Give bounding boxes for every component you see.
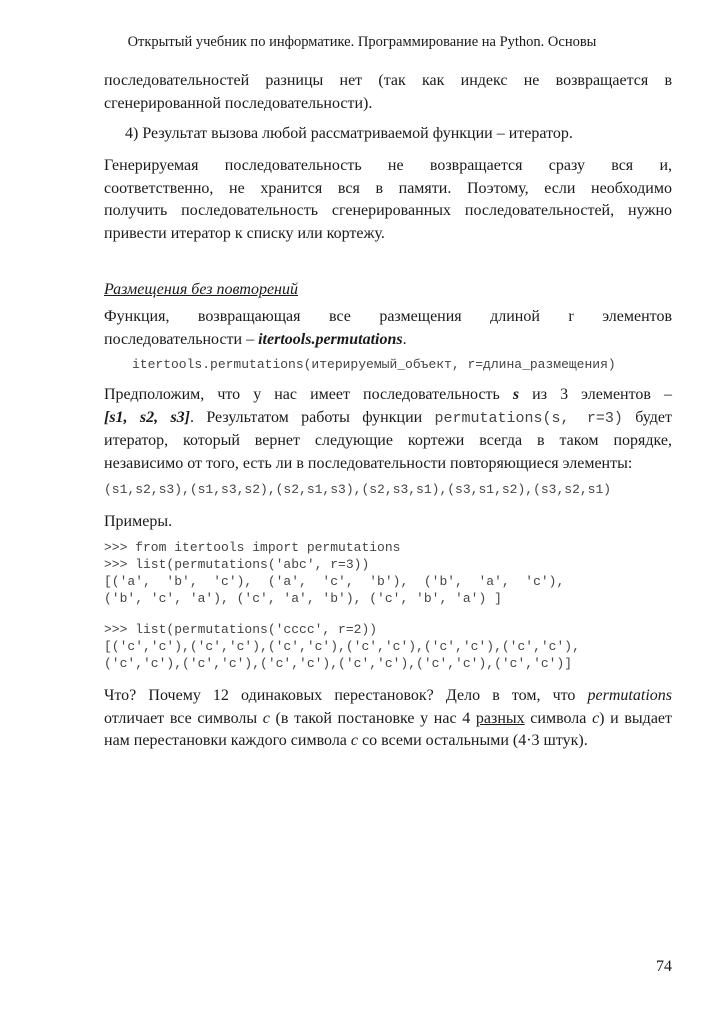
paragraph-line: привести итератор к списку или кортежу.: [104, 224, 385, 242]
sequence-name: s: [512, 386, 520, 403]
text: Предположим, что у нас имеет последовательность: [104, 386, 513, 403]
code-example-cccc: >>> list(permutations('cccc', r=2)) [('c','c'),('c','c'),('c','c'),('c','c'),('c','c'),('c','c'), ('c','c'),('c','c'),('c','c'),('c','c'),('c','c'),('c','c')]: [104, 622, 580, 671]
function-name: permutations: [587, 687, 672, 704]
text: символа: [524, 709, 593, 727]
paragraph-line: [104, 407, 672, 431]
sequence-elements: [s1, s2, s3]: [104, 408, 191, 426]
text: отличает все символы: [104, 709, 263, 727]
function-description-line: Функция, возвращающая все размещения длиной r элементов: [104, 308, 672, 325]
paragraph-line: получить последовательность сгенерированных последовательностей, нужно: [104, 202, 672, 219]
text: нам перестановки каждого символа: [104, 732, 351, 749]
paragraph-line: [104, 685, 672, 708]
tuples-list: (s1,s2,s3),(s1,s3,s2),(s2,s1,s3),(s2,s3,s1),(s3,s1,s2),(s3,s2,s1): [104, 482, 612, 497]
function-name: itertools.permutations: [258, 330, 403, 348]
text: из 3 элементов –: [519, 386, 673, 403]
paragraph-line: соответственно, не хранится вся в памяти. Поэтому, если необходимо: [104, 179, 672, 197]
code-example-abc: >>> from itertools import permutations >>> list(permutations('abc', r=3)) [('a', 'b', 'c'), ('a', 'c', 'b'), ('b', 'a', 'c'), ('b', 'c', 'a'), ('c', 'a', 'b'), ('c', 'b', 'a') ]: [104, 540, 565, 606]
text: (в такой постановке у нас 4: [269, 709, 476, 727]
section-heading: [104, 279, 672, 302]
intro-line: сгенерированной последовательности).: [104, 94, 373, 112]
paragraph-line: [104, 384, 672, 407]
function-description-line: [104, 329, 672, 352]
underlined-word: разных: [475, 709, 525, 727]
paragraph-line: итератор, который вернет следующие кортежи всегда в таком порядке,: [104, 432, 672, 449]
paragraph-line: Генерируемая последовательность не возвращается сразу вся и,: [104, 157, 672, 174]
symbol-c: c: [592, 709, 600, 727]
paragraph-line: [104, 708, 672, 731]
text: ) и выдает: [599, 709, 673, 727]
intro-paragraph: [104, 70, 672, 115]
function-signature: itertools.permutations(итерируемый_объект, r=длина_размещения): [132, 357, 616, 372]
list-item-4: 4) Результат вызова любой рассматриваемой функции – итератор.: [125, 125, 573, 142]
examples-label: Примеры.: [104, 513, 173, 530]
symbol-c: c: [350, 732, 359, 749]
text: будет: [622, 408, 672, 426]
description-text: .: [402, 330, 407, 348]
why-paragraph: [104, 685, 672, 753]
paragraph-line: [104, 730, 672, 753]
running-header: Открытый учебник по информатике. Программирование на Python. Основы: [127, 34, 597, 50]
text: . Результатом работы функции: [190, 408, 435, 426]
inline-code: permutations(s, r=3): [434, 409, 623, 427]
function-description: [104, 306, 672, 351]
text: Что? Почему 12 одинаковых перестановок? Дело в том, что: [104, 687, 588, 704]
page-number: 74: [656, 958, 672, 975]
symbol-c: c: [262, 709, 270, 727]
text: со всеми остальными (4·3 штук).: [358, 732, 588, 749]
intro-line: последовательностей разницы нет (так как индекс не возвращается в: [104, 72, 672, 89]
paragraph-line: независимо от того, есть ли в последовательности повторяющиеся элементы:: [104, 454, 633, 472]
generator-paragraph: [104, 155, 672, 245]
description-text: последовательности –: [104, 330, 259, 348]
section-heading-text: Размещения без повторений: [104, 281, 298, 298]
suppose-paragraph: [104, 384, 672, 475]
